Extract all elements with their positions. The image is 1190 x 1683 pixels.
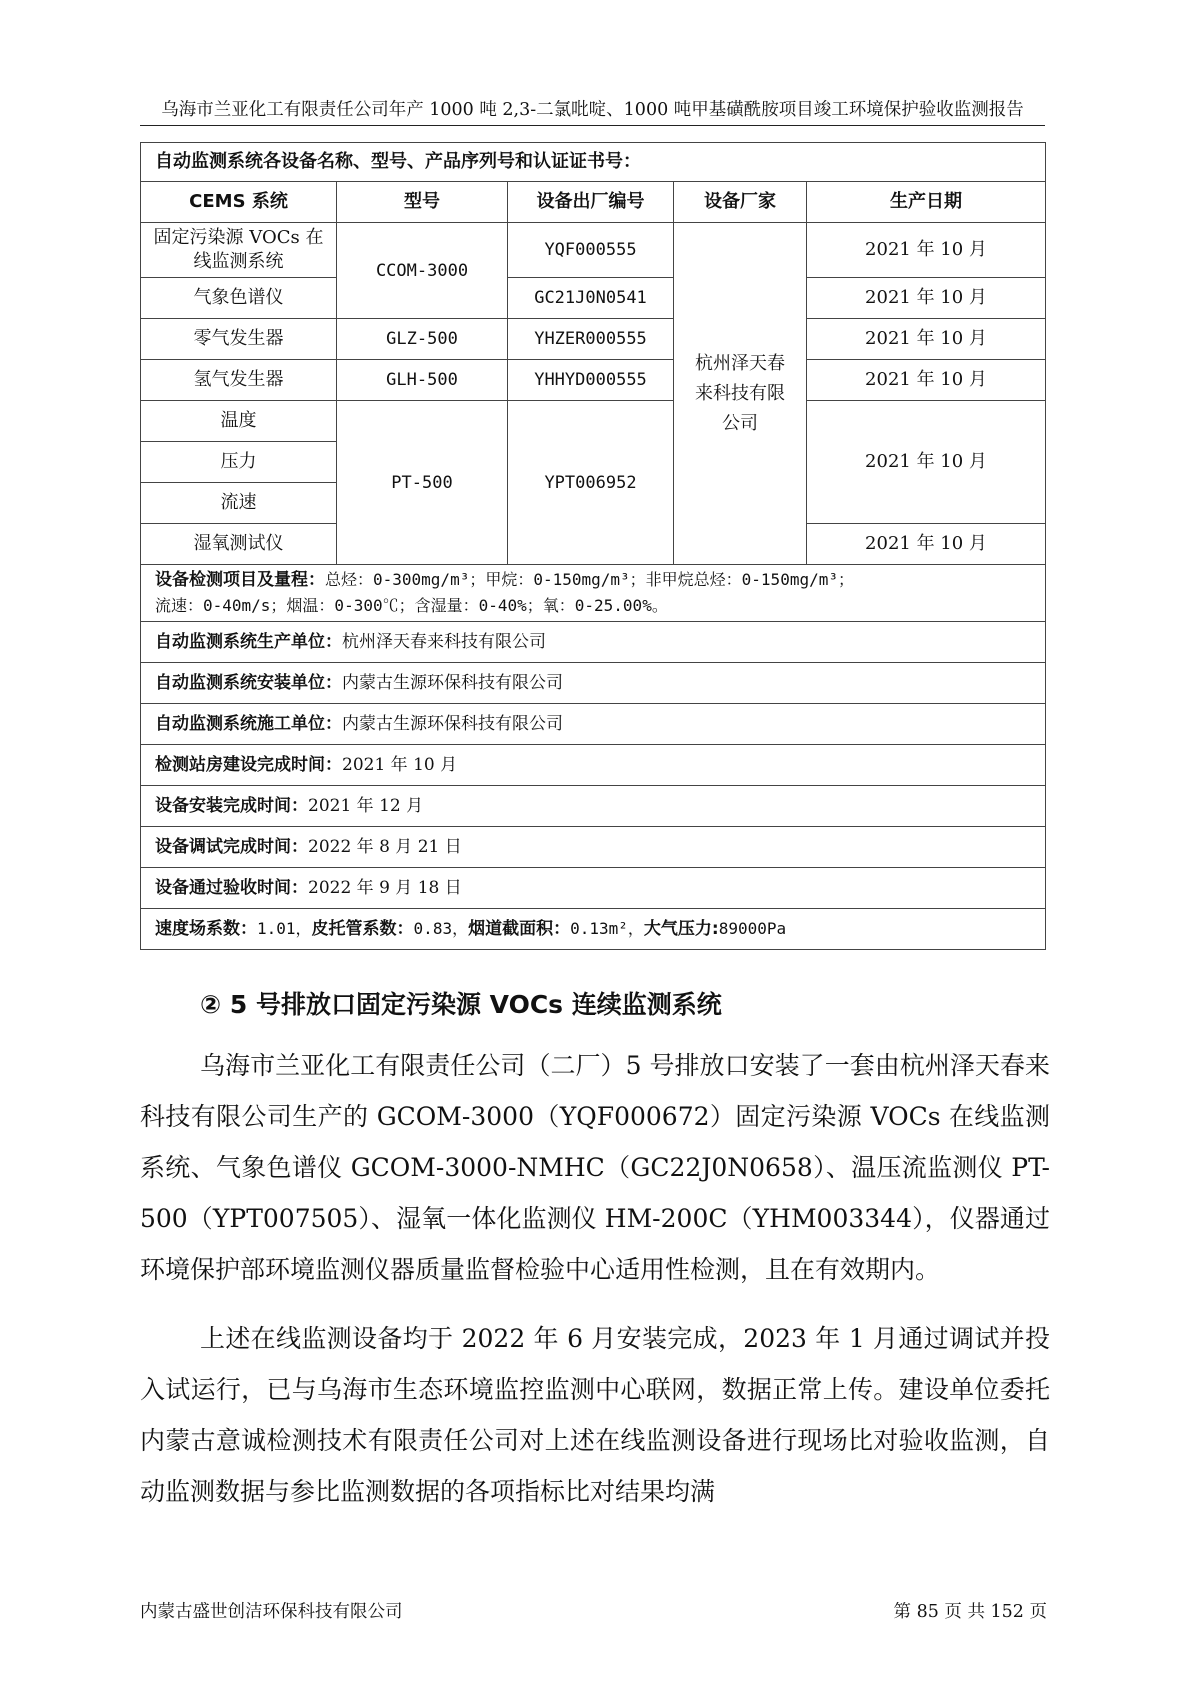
info-row	[141, 827, 1046, 868]
info-label: 设备通过验收时间：	[155, 878, 308, 898]
date-cell: 2021 年 10 月	[807, 524, 1046, 565]
system-cell: 流速	[141, 483, 337, 524]
info-label: 自动监测系统施工单位：	[155, 714, 342, 734]
info-row	[141, 868, 1046, 909]
info-label: 设备安装完成时间：	[155, 796, 308, 816]
info-value: 2021 年 10 月	[342, 755, 458, 775]
table-row	[141, 360, 1046, 401]
system-cell: 氢气发生器	[141, 360, 337, 401]
date-cell: 2021 年 10 月	[807, 278, 1046, 319]
info-row	[141, 745, 1046, 786]
info-cell	[141, 827, 1046, 868]
info-row	[141, 622, 1046, 663]
range-line-1: 总烃：0-300mg/m³；甲烷：0-150mg/m³；非甲烷总烃：0-150mg/m³；	[325, 570, 854, 589]
manufacturer-cell: 杭州泽天春来科技有限公司	[674, 223, 807, 565]
info-cell	[141, 745, 1046, 786]
date-cell: 2021 年 10 月	[807, 319, 1046, 360]
table-row	[141, 319, 1046, 360]
column-header: 生产日期	[807, 182, 1046, 223]
footer-company: 内蒙古盛世创洁环保科技有限公司	[140, 1602, 403, 1622]
equipment-table	[140, 142, 1046, 950]
table-row	[141, 278, 1046, 319]
serial-cell: YPT006952	[508, 401, 674, 565]
param-label: 大气压力:	[643, 919, 719, 939]
range-line-2: 流速：0-40m/s；烟温：0-300℃；含湿量：0-40%；氧：0-25.00%。	[155, 596, 668, 615]
params-cell	[141, 909, 1046, 950]
serial-cell: YHZER000555	[508, 319, 674, 360]
system-cell: 压力	[141, 442, 337, 483]
table-row	[141, 401, 1046, 442]
system-cell: 气象色谱仪	[141, 278, 337, 319]
table-caption: 自动监测系统各设备名称、型号、产品序列号和认证证书号：	[141, 143, 1046, 182]
info-cell	[141, 786, 1046, 827]
info-value: 内蒙古生源环保科技有限公司	[342, 673, 563, 693]
info-row	[141, 663, 1046, 704]
table-header-row	[141, 182, 1046, 223]
info-value: 2022 年 9 月 18 日	[308, 878, 462, 898]
header-divider	[140, 125, 1045, 126]
info-label: 检测站房建设完成时间：	[155, 755, 342, 775]
serial-cell: GC21J0N0541	[508, 278, 674, 319]
param-label: 速度场系数：	[155, 919, 257, 939]
range-row	[141, 565, 1046, 622]
param-label: 皮托管系数：	[311, 919, 414, 939]
date-cell: 2021 年 10 月	[807, 360, 1046, 401]
system-cell: 温度	[141, 401, 337, 442]
model-cell: PT-500	[337, 401, 508, 565]
column-header: 设备厂家	[674, 182, 807, 223]
system-cell: 固定污染源 VOCs 在线监测系统	[141, 223, 337, 278]
paragraph-1: 乌海市兰亚化工有限责任公司（二厂）5 号排放口安装了一套由杭州泽天春来科技有限公司生产的 GCOM-3000（YQF000672）固定污染源 VOCs 在线监测系统、气象色谱仪 GCOM-3000-NMHC（GC22J0N0658）、温压流监测仪 PT-500（YPT007505）、湿氧一体化监测仪 HM-200C（YHM003344），仪器通过环境保护部环境监测仪器质量监督检验中心适用性检测，且在有效期内。	[140, 1051, 1050, 1284]
info-cell	[141, 622, 1046, 663]
info-label: 自动监测系统安装单位：	[155, 673, 342, 693]
table-row	[141, 223, 1046, 278]
info-value: 杭州泽天春来科技有限公司	[342, 632, 546, 652]
param-value: 1.01，	[257, 919, 312, 938]
table-caption-row	[141, 143, 1046, 182]
footer-page-number: 第 85 页 共 152 页	[893, 1602, 1047, 1622]
model-cell: GLH-500	[337, 360, 508, 401]
column-header: 型号	[337, 182, 508, 223]
info-label: 自动监测系统生产单位：	[155, 632, 342, 652]
info-cell	[141, 868, 1046, 909]
column-header: 设备出厂编号	[508, 182, 674, 223]
serial-cell: YHHYD000555	[508, 360, 674, 401]
section-title: ② 5 号排放口固定污染源 VOCs 连续监测系统	[200, 990, 722, 1019]
info-cell	[141, 663, 1046, 704]
param-label: 烟道截面积：	[468, 919, 571, 939]
page-header: 乌海市兰亚化工有限责任公司年产 1000 吨 2,3-二氯吡啶、1000 吨甲基磺酰胺项目竣工环境保护验收监测报告	[161, 100, 1024, 120]
info-row	[141, 704, 1046, 745]
date-cell: 2021 年 10 月	[807, 223, 1046, 278]
info-value: 2021 年 12 月	[308, 796, 424, 816]
params-row	[141, 909, 1046, 950]
column-header: CEMS 系统	[141, 182, 337, 223]
param-value: 0.83，	[413, 919, 469, 938]
date-cell: 2021 年 10 月	[807, 401, 1046, 524]
info-cell	[141, 704, 1046, 745]
system-cell: 湿氧测试仪	[141, 524, 337, 565]
info-value: 内蒙古生源环保科技有限公司	[342, 714, 563, 734]
system-cell: 零气发生器	[141, 319, 337, 360]
model-cell: CCOM-3000	[337, 223, 508, 319]
param-value: 0.13m²，	[570, 919, 644, 938]
model-cell: GLZ-500	[337, 319, 508, 360]
info-label: 设备调试完成时间：	[155, 837, 308, 857]
param-value: 89000Pa	[718, 919, 787, 938]
range-cell	[141, 565, 1046, 622]
range-label: 设备检测项目及量程：	[155, 570, 325, 590]
paragraph-2: 上述在线监测设备均于 2022 年 6 月安装完成，2023 年 1 月通过调试并投入试运行，已与乌海市生态环境监控监测中心联网，数据正常上传。建设单位委托内蒙古意诚检测技术有限责任公司对上述在线监测设备进行现场比对验收监测，自动监测数据与参比监测数据的各项指标比对结果均满	[140, 1324, 1050, 1506]
info-row	[141, 786, 1046, 827]
info-value: 2022 年 8 月 21 日	[308, 837, 462, 857]
serial-cell: YQF000555	[508, 223, 674, 278]
